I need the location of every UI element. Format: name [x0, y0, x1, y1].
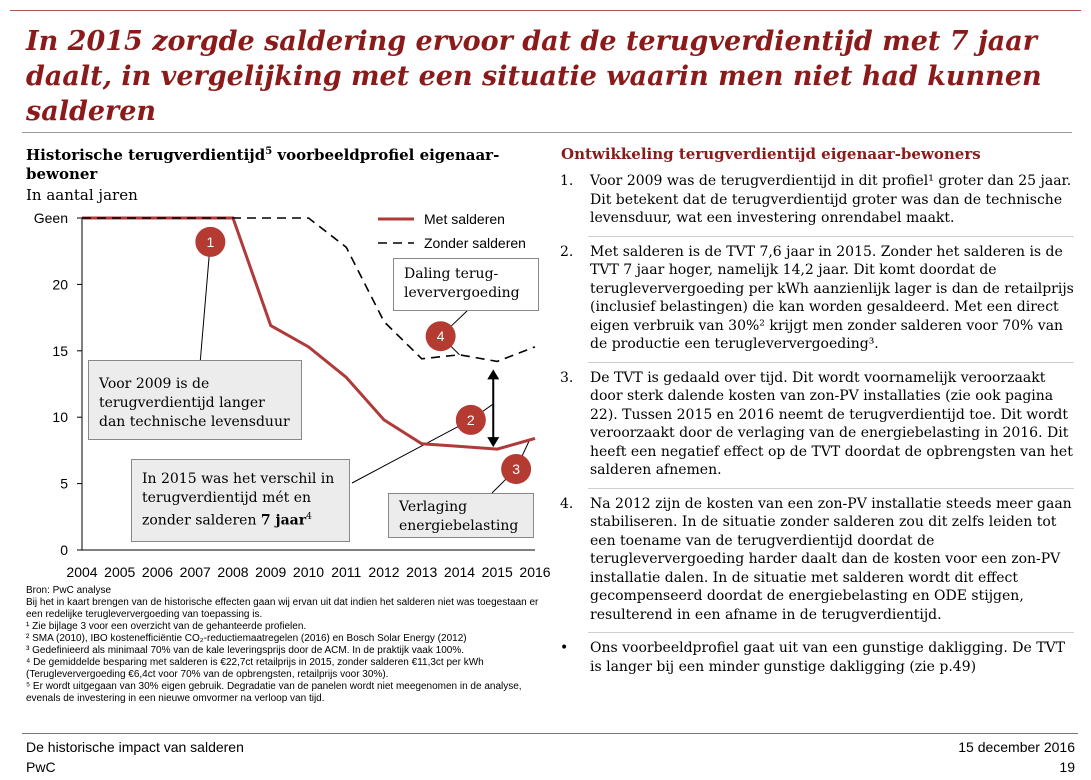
explanation-item — [558, 495, 1074, 625]
x-tick-label: 2012 — [368, 564, 400, 580]
x-tick-label: 2013 — [406, 564, 438, 580]
item-number: 4. — [560, 495, 574, 512]
footer-right — [958, 737, 1075, 777]
y-tick-label: Geen — [33, 210, 68, 226]
x-axis-ticks — [66, 564, 550, 580]
item-divider — [588, 632, 1074, 633]
leader-1 — [200, 242, 210, 360]
item-number: 2. — [560, 243, 574, 260]
item-text: Voor 2009 was de terugverdientijd in dit profiel¹ groter dan 25 jaar. Dit betekent dat de terugverdientijd groter was dan de technische levensduur, wat een investering onrendabel maakt. — [590, 173, 1072, 226]
explanation-item — [558, 369, 1074, 480]
x-tick-label: 2006 — [141, 564, 174, 580]
y-axis-ticks — [34, 210, 82, 558]
leader-2 — [352, 420, 471, 483]
gap-arrow — [487, 369, 499, 447]
footer-left — [26, 737, 244, 777]
y-tick-label: 0 — [60, 542, 68, 558]
right-column-title: Ontwikkeling terugverdientijd eigenaar-bewoners — [561, 145, 981, 163]
chart-subtitle: In aantal jaren — [26, 186, 138, 204]
x-tick-label: 2010 — [292, 564, 325, 580]
x-tick-label: 2004 — [66, 564, 98, 580]
chart-title: Historische terugverdientijd$^5$ voorbeeldprofiel eigenaar-bewoner — [26, 146, 500, 183]
footer-date: 15 december 2016 — [958, 739, 1075, 755]
x-tick-label: 2015 — [481, 564, 513, 580]
item-number: 3. — [560, 369, 574, 386]
x-tick-label: 2007 — [179, 564, 211, 580]
legend-label: Zonder salderen — [424, 235, 526, 251]
x-tick-label: 2014 — [443, 564, 476, 580]
item-text: Na 2012 zijn de kosten van een zon-PV installatie steeds meer gaan stabiliseren. In de situatie zonder salderen zou dit zelfs leiden tot een toename van de terugverdientijd doordat de terugleververgoeding harder daalt dan de kosten voor een zon-PV installatie dalen. In de situatie met salderen wordt dit effect gecompenseerd doordat de energiebelasting en ODE stijgen, resulterend in een afname in de terugverdientijd. — [590, 495, 1072, 623]
item-number: 1. — [560, 173, 574, 189]
callout-energy-tax: Verlaging energiebelasting — [388, 493, 534, 538]
x-tick-label: 2011 — [331, 564, 362, 580]
x-tick-label: 2009 — [255, 564, 287, 580]
callout-gap-2015: In 2015 was het verschil in terugverdientijd mét en zonder salderen 7 jaar$^4$ — [131, 459, 350, 542]
marker-4-label: 4 — [436, 328, 445, 345]
gap-years: 7 jaar — [260, 512, 307, 529]
footer-section-title: De historische impact van salderen — [26, 739, 244, 755]
gap-footnote: 4 — [306, 512, 312, 522]
marker-1-label: 1 — [206, 233, 215, 250]
footnote: ² SMA (2010), IBO kostenefficiëntie CO₂-reductiemaatregelen (2016) en Bosch Solar Energy (2012) — [26, 633, 467, 644]
x-tick-label: 2005 — [104, 564, 136, 580]
footnote: ⁴ De gemiddelde besparing met salderen is €22,7ct retailprijs in 2015, zonder salderen €11,3ct per kWh (Terugleververgoeding €6,4ct voor 70% van de opbrengsten, retailprijs voor 30%). — [26, 657, 484, 680]
footnote: ³ Gedefinieerd als minimaal 70% van de kale leveringsprijs door de ACM. In de praktijk vaak 100%. — [26, 645, 464, 656]
explanation-item — [558, 639, 1074, 676]
chart-legend — [378, 211, 526, 251]
footnote: Bij het in kaart brengen van de historische effecten gaan wij ervan uit dat indien het salderen niet was toegestaan er een redelijke terugleververgoeding van toepassing is. — [26, 597, 539, 620]
footnote: ¹ Zie bijlage 3 voor een overzicht van de gehanteerde profielen. — [26, 621, 307, 632]
marker-3-label: 3 — [512, 460, 521, 477]
explanation-list — [558, 172, 1074, 684]
explanation-item — [558, 243, 1074, 354]
gap-arrow-head-down — [487, 437, 499, 447]
item-divider — [588, 362, 1074, 363]
item-text: De TVT is gedaald over tijd. Dit wordt voornamelijk veroorzaakt door sterk dalende kosten van zon-PV installaties (zie ook pagina 22). Tussen 2015 en 2016 neemt de terugverdientijd toe. Dit wordt veroorzaakt door de verlaging van de energiebelasting in 2016. Dit heeft een negatief effect op de TVT doordat de opbrengsten van het salderen afnemen. — [590, 369, 1073, 478]
marker-2-label: 2 — [466, 411, 475, 428]
footnotes — [26, 585, 556, 705]
y-tick-label: 20 — [52, 276, 68, 293]
callout-feed-in-drop: Daling terug-leververgoeding — [393, 258, 539, 311]
y-tick-label: 5 — [60, 475, 68, 492]
page-number: 19 — [1059, 759, 1075, 775]
chart-title-footnote: 5 — [265, 146, 273, 157]
item-number: • — [560, 640, 569, 656]
callout-before-2009: Voor 2009 is de terugverdientijd langer dan technische levensduur — [88, 360, 302, 440]
page-title: In 2015 zorgde saldering ervoor dat de terugverdientijd met 7 jaar daalt, in vergelijking met een situatie waarin men niet had kunnen salderen — [26, 26, 1042, 127]
y-tick-label: 10 — [52, 409, 68, 426]
y-tick-label: 15 — [52, 342, 68, 359]
footnote: Bron: PwC analyse — [26, 585, 112, 596]
item-text: Met salderen is de TVT 7,6 jaar in 2015. Zonder het salderen is de TVT 7 jaar hoger, namelijk 14,2 jaar. Dit komt doordat de terugleververgoeding per kWh aanzienlijk lager is dan de retailprijs (inclusief belastingen) die kan worden gesaldeerd. Met een direct eigen verbruik van 30%² krijgt men zonder salderen voor 70% van de productie een terugleververgoeding³. — [590, 243, 1074, 352]
footer-company: PwC — [26, 759, 56, 775]
x-tick-label: 2008 — [217, 564, 249, 580]
gap-arrow-head-up — [487, 369, 499, 379]
footnote: ⁵ Er wordt uitgegaan van 30% eigen gebruik. Degradatie van de panelen wordt niet meegenomen in de analyse, evenals de investering in een nieuwe omvormer na verloop van tijd. — [26, 681, 522, 704]
footer-rule — [22, 733, 1078, 734]
legend-label: Met salderen — [424, 211, 505, 227]
item-text: Ons voorbeeldprofiel gaat uit van een gunstige dakligging. De TVT is langer bij een minder gunstige dakligging (zie p.49) — [590, 640, 1066, 675]
title-rule — [22, 132, 1072, 133]
explanation-item — [558, 172, 1074, 228]
x-tick-label: 2016 — [519, 564, 551, 580]
item-divider — [588, 236, 1074, 237]
top-rule — [10, 10, 1081, 11]
item-divider — [588, 488, 1074, 489]
